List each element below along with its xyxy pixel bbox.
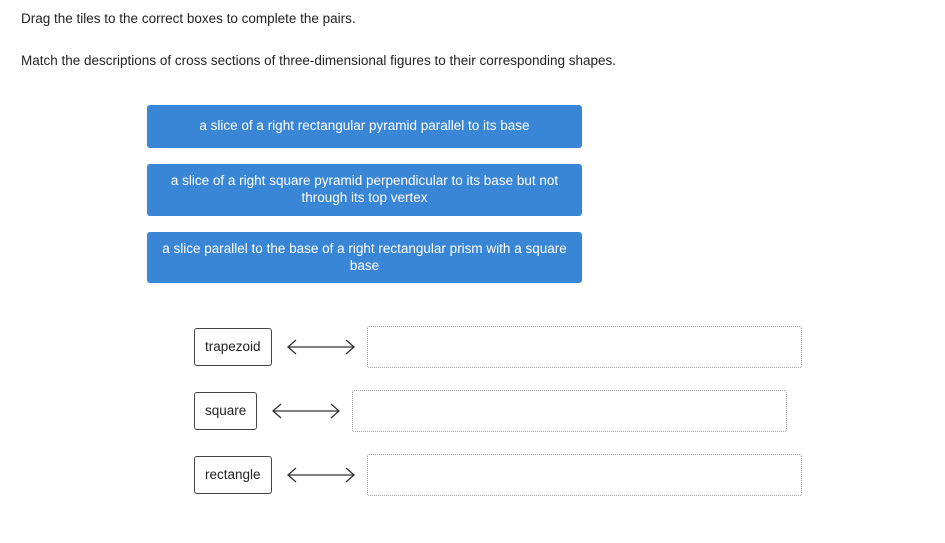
pair-row xyxy=(194,454,802,496)
pair-list xyxy=(194,326,802,518)
pair-row xyxy=(194,326,802,368)
drop-zone-rectangle[interactable] xyxy=(367,454,802,496)
pair-label-trapezoid: trapezoid xyxy=(194,328,272,366)
instruction-line-1: Drag the tiles to the correct boxes to complete the pairs. xyxy=(21,11,356,26)
draggable-tile[interactable]: a slice of a right square pyramid perpendicular to its base but not through its top vertex xyxy=(147,164,582,216)
pair-label-rectangle: rectangle xyxy=(194,456,272,494)
tile-bank xyxy=(147,105,582,299)
pair-label-square: square xyxy=(194,392,257,430)
instruction-line-2: Match the descriptions of cross sections of three-dimensional figures to their corresponding shapes. xyxy=(21,53,617,68)
draggable-tile[interactable]: a slice of a right rectangular pyramid parallel to its base xyxy=(147,105,582,148)
drop-zone-trapezoid[interactable] xyxy=(367,326,802,368)
double-headed-arrow-icon xyxy=(266,400,346,422)
pair-row xyxy=(194,390,802,432)
double-headed-arrow-icon xyxy=(281,336,361,358)
draggable-tile[interactable]: a slice parallel to the base of a right rectangular prism with a square base xyxy=(147,232,582,284)
double-headed-arrow-icon xyxy=(281,464,361,486)
drop-zone-square[interactable] xyxy=(352,390,787,432)
